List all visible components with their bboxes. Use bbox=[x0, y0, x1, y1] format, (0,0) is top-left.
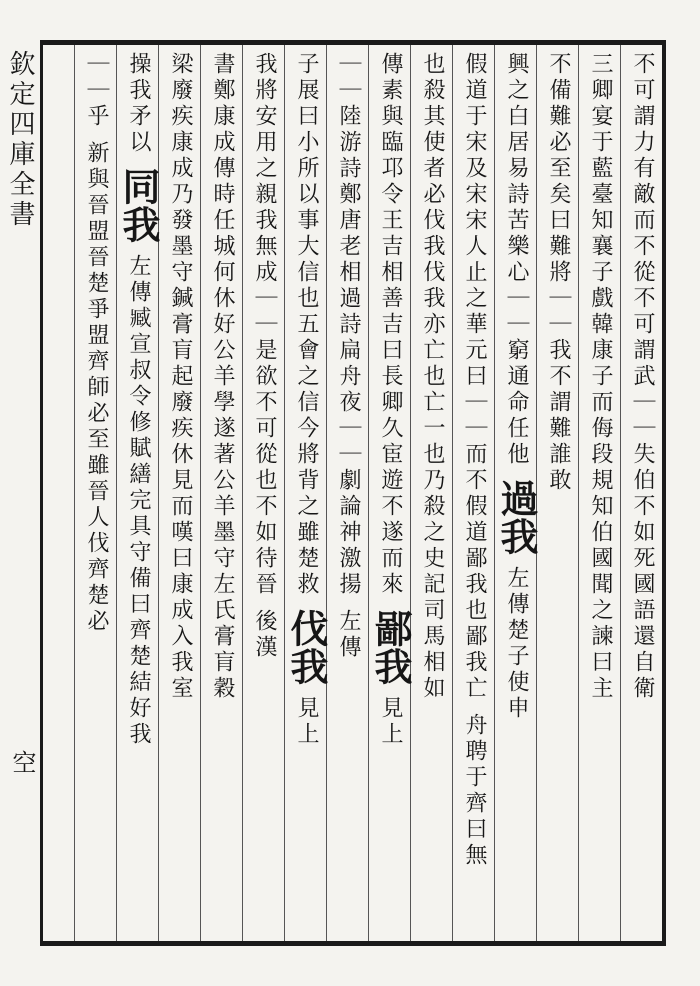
commentary-text: 舟聘于齊曰無 bbox=[462, 713, 487, 869]
headword: 同我 bbox=[116, 167, 161, 243]
headword: 鄙我 bbox=[368, 609, 413, 685]
column-text: 傳素與臨邛令王吉相善吉曰長卿久宦遊不遂而來 bbox=[378, 52, 403, 598]
column-rule bbox=[200, 45, 201, 941]
column-rule bbox=[578, 45, 579, 941]
column-text: 操我矛以 bbox=[126, 52, 151, 156]
text-column bbox=[330, 52, 366, 932]
commentary-text: 左傳臧宣叔令修賦繕完具守備曰齊楚結好我 bbox=[126, 254, 151, 748]
text-column bbox=[246, 52, 282, 932]
column-text: 三卿宴于藍臺知襄子戲韓康子而侮段規知伯國聞之諫曰主 bbox=[588, 52, 613, 702]
column-text: ｜｜乎 bbox=[84, 52, 109, 130]
text-column bbox=[162, 52, 198, 932]
text-column bbox=[116, 52, 161, 932]
text-column bbox=[456, 52, 492, 932]
text-column bbox=[368, 52, 413, 932]
column-text: ｜｜陸游詩鄭唐老相過詩扁舟夜｜｜劇論神激揚 bbox=[336, 52, 361, 598]
column-rule bbox=[326, 45, 327, 941]
column-text: 也殺其使者必伐我伐我亦亡也亡一也乃殺之史記司馬相如 bbox=[420, 52, 445, 702]
right-border bbox=[662, 40, 666, 946]
folio-number: 空 bbox=[8, 750, 36, 774]
book-title: 欽定四庫全書 bbox=[5, 50, 35, 230]
column-rule bbox=[242, 45, 243, 941]
headword: 過我 bbox=[494, 479, 539, 555]
text-column bbox=[284, 52, 329, 932]
column-rule bbox=[620, 45, 621, 941]
commentary-text: 左傳 bbox=[336, 609, 361, 661]
top-border bbox=[40, 40, 666, 45]
column-text: 假道于宋及宋宋人止之華元曰｜｜而不假道鄙我也鄙我亡 bbox=[462, 52, 487, 702]
text-column bbox=[540, 52, 576, 932]
bottom-border bbox=[40, 941, 666, 946]
headword: 伐我 bbox=[284, 609, 329, 685]
column-text: 興之白居易詩苦樂心｜｜窮通命任他 bbox=[504, 52, 529, 468]
text-column bbox=[78, 52, 114, 932]
text-column-left-gutter bbox=[60, 52, 76, 932]
commentary-text: 左傳楚子使申 bbox=[504, 566, 529, 722]
column-text: 梁廢疾康成乃發墨守鍼膏肓起廢疾休見而嘆曰康成入我室 bbox=[168, 52, 193, 702]
text-column bbox=[624, 52, 660, 932]
column-text: 不可謂力有敵而不從不可謂武｜｜失伯不如死國語還自衛 bbox=[630, 52, 655, 702]
text-column bbox=[494, 52, 539, 932]
column-rule bbox=[284, 45, 285, 941]
column-rule bbox=[368, 45, 369, 941]
text-column bbox=[204, 52, 240, 932]
text-column bbox=[414, 52, 450, 932]
column-rule bbox=[452, 45, 453, 941]
text-column bbox=[582, 52, 618, 932]
column-text: 書鄭康成傳時任城何休好公羊學遂著公羊墨守左氏膏肓穀 bbox=[210, 52, 235, 702]
column-text: 子展曰小所以事大信也五會之信今將背之雖楚救 bbox=[294, 52, 319, 598]
commentary-text: 見上 bbox=[378, 696, 403, 748]
commentary-text: 見上 bbox=[294, 696, 319, 748]
column-text: 我將安用之親我無成｜｜是欲不可從也不如待晉 bbox=[252, 52, 277, 598]
column-rule bbox=[410, 45, 411, 941]
column-text: 不備難必至矣曰難將｜｜我不謂難誰敢 bbox=[546, 52, 571, 494]
commentary-text: 新與晉盟晉楚爭盟齊師必至雖晉人伐齊楚必 bbox=[84, 141, 109, 635]
commentary-text: 後漢 bbox=[252, 609, 277, 661]
